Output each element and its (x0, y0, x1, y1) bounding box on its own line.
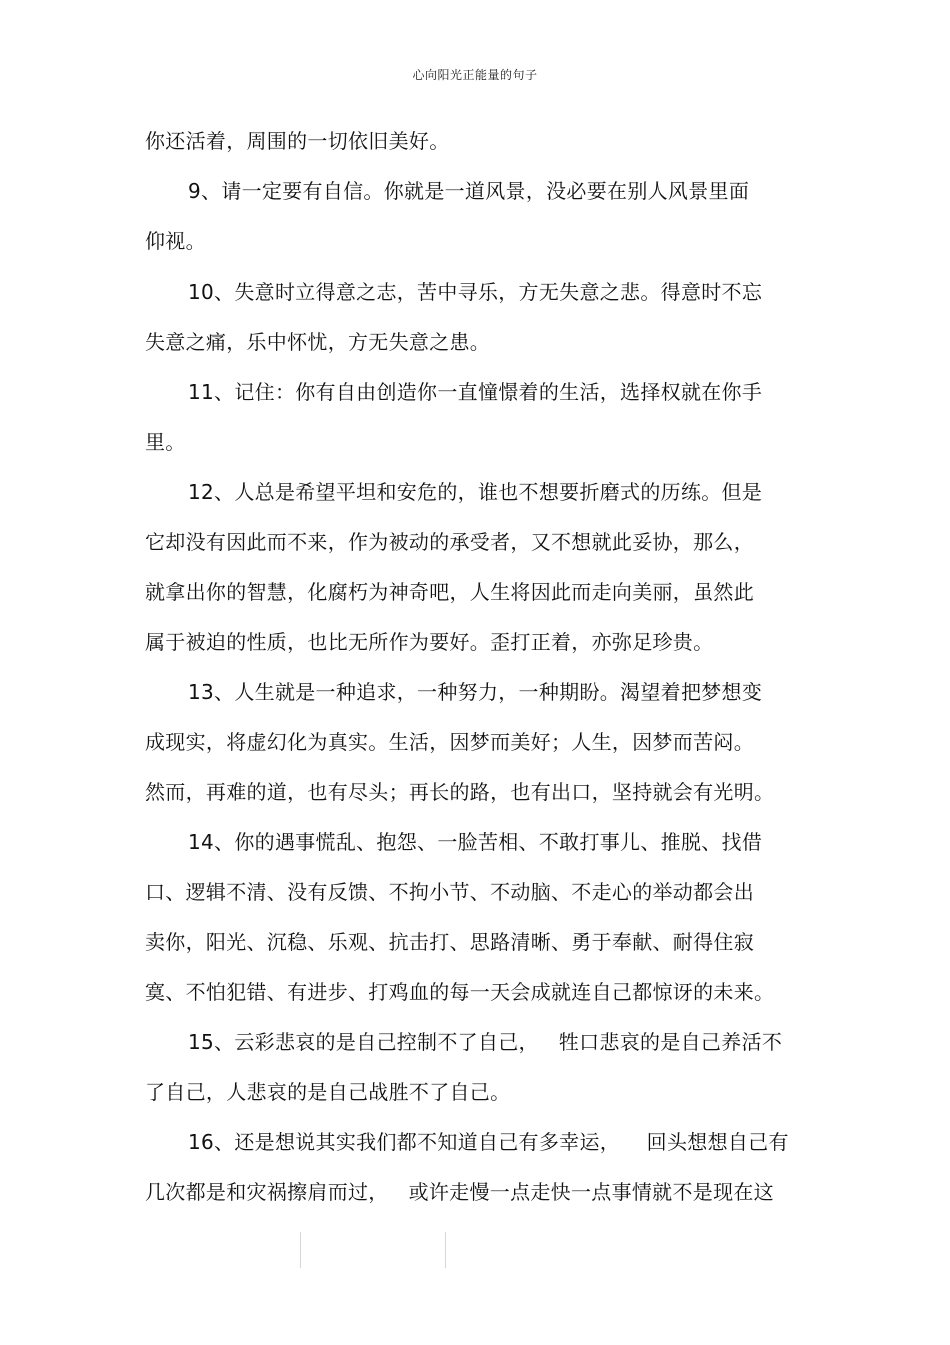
text-line: 卖你，阳光、沉稳、乐观、抗击打、思路清晰、勇于奉献、耐得住寂 (145, 930, 754, 954)
text-line: 成现实，将虚幻化为真实。生活，因梦而美好；人生，因梦而苦闷。 (145, 730, 754, 754)
footer-divider-right (445, 1232, 446, 1268)
text-line: 失意之痛，乐中怀忧，方无失意之患。 (145, 330, 491, 354)
text-line: 15、云彩悲哀的是自己控制不了自己， 牲口悲哀的是自己养活不 (188, 1030, 783, 1054)
text-line: 10、失意时立得意之志，苦中寻乐，方无失意之悲。得意时不忘 (188, 280, 763, 304)
text-line: 16、还是想说其实我们都不知道自己有多幸运， 回头想想自己有 (188, 1130, 789, 1154)
text-line: 寞、不怕犯错、有进步、打鸡血的每一天会成就连自己都惊讶的未来。 (145, 980, 775, 1004)
text-line: 里。 (145, 430, 186, 454)
text-line: 口、逻辑不清、没有反馈、不拘小节、不动脑、不走心的举动都会出 (145, 880, 754, 904)
text-line: 就拿出你的智慧，化腐朽为神奇吧，人生将因此而走向美丽，虽然此 (145, 580, 754, 604)
text-line: 仰视。 (145, 229, 206, 253)
text-line: 14、你的遇事慌乱、抱怨、一脸苦相、不敢打事儿、推脱、找借 (188, 830, 763, 854)
text-line: 11、记住：你有自由创造你一直憧憬着的生活，选择权就在你手 (188, 380, 763, 404)
text-line: 13、人生就是一种追求，一种努力，一种期盼。渴望着把梦想变 (188, 680, 763, 704)
text-line: 12、人总是希望平坦和安危的，谁也不想要折磨式的历练。但是 (188, 480, 763, 504)
text-line: 9、请一定要有自信。你就是一道风景，没必要在别人风景里面 (188, 179, 750, 203)
text-line: 你还活着，周围的一切依旧美好。 (145, 129, 450, 153)
text-line: 了自己，人悲哀的是自己战胜不了自己。 (145, 1080, 511, 1104)
footer-divider-left (300, 1232, 301, 1268)
text-line: 属于被迫的性质，也比无所作为要好。歪打正着，亦弥足珍贵。 (145, 630, 714, 654)
text-line: 然而，再难的道，也有尽头；再长的路，也有出口，坚持就会有光明。 (145, 780, 775, 804)
text-line: 几次都是和灾祸擦肩而过， 或许走慢一点走快一点事情就不是现在这 (145, 1180, 774, 1204)
text-line: 它却没有因此而不来，作为被动的承受者，又不想就此妥协，那么， (145, 530, 754, 554)
page-header: 心向阳光正能量的句子 (412, 68, 538, 82)
